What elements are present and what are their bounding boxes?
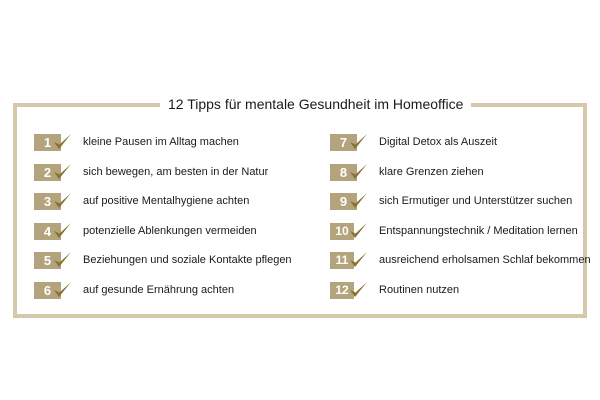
tip-text: auf positive Mentalhygiene achten (83, 195, 250, 207)
list-item (330, 251, 600, 281)
tip-text: potenzielle Ablenkungen vermeiden (83, 224, 257, 237)
list-item (34, 192, 304, 222)
number-badge: 7 (330, 134, 357, 151)
tip-text: sich Ermutiger und Unterstützer suchen (379, 195, 573, 207)
checkmark-icon (347, 131, 369, 153)
page-title: 12 Tipps für mentale Gesundheit im Homeoffice (160, 96, 471, 112)
checkmark-icon (51, 161, 73, 183)
list-item (34, 281, 304, 311)
number-badge: 9 (330, 193, 357, 210)
number-badge: 4 (34, 223, 61, 240)
list-item (34, 222, 304, 252)
tip-text: Beziehungen und soziale Kontakte pflegen (83, 254, 292, 266)
checkmark-icon (347, 190, 369, 212)
tip-text: auf gesunde Ernährung achten (83, 283, 235, 296)
number-badge: 11 (330, 252, 354, 269)
tip-text: ausreichend erholsamen Schlaf bekommen (379, 254, 591, 266)
checkmark-icon (51, 190, 73, 212)
checkmark-icon (51, 220, 73, 242)
checkmark-icon (51, 249, 73, 271)
list-item (34, 163, 304, 193)
number-badge: 8 (330, 164, 357, 181)
number-badge: 2 (34, 164, 61, 181)
list-item (330, 192, 600, 222)
tip-text: Digital Detox als Auszeit (379, 136, 497, 148)
tip-text: sich bewegen, am besten in der Natur (83, 165, 269, 178)
checkmark-icon (347, 220, 369, 242)
tip-text: Routinen nutzen (379, 283, 460, 296)
number-badge: 10 (330, 223, 354, 240)
tips-column-left (34, 133, 304, 310)
tip-text: kleine Pausen im Alltag machen (83, 136, 239, 148)
list-item (330, 222, 600, 252)
number-badge: 12 (330, 282, 354, 299)
tip-text: Entspannungstechnik / Meditation lernen (379, 224, 578, 237)
checkmark-icon (51, 279, 73, 301)
list-item (330, 133, 600, 163)
checkmark-icon (347, 279, 369, 301)
list-item (330, 281, 600, 311)
list-item (34, 251, 304, 281)
tip-text: klare Grenzen ziehen (379, 165, 484, 178)
number-badge: 3 (34, 193, 61, 210)
list-item (34, 133, 304, 163)
tips-column-right (330, 133, 600, 310)
number-badge: 5 (34, 252, 61, 269)
checkmark-icon (347, 249, 369, 271)
number-badge: 1 (34, 134, 61, 151)
list-item (330, 163, 600, 193)
number-badge: 6 (34, 282, 61, 299)
checkmark-icon (51, 131, 73, 153)
checkmark-icon (347, 161, 369, 183)
